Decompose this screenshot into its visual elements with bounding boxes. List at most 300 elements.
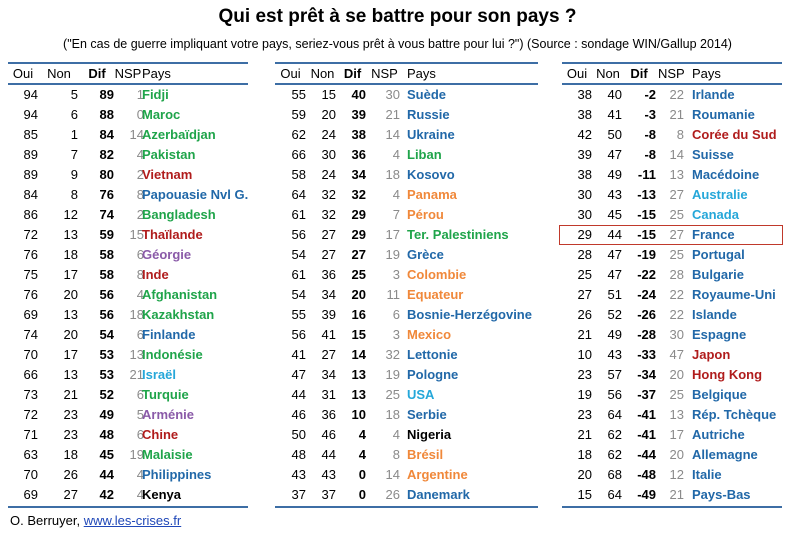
- cell-oui: 62: [291, 127, 306, 142]
- cell-dif: -11: [637, 167, 656, 182]
- cell-dif: -26: [637, 307, 656, 322]
- country-name: Kenya: [142, 487, 182, 502]
- cell-oui: 69: [23, 487, 38, 502]
- cell-nsp: 30: [669, 327, 684, 342]
- country-name: Bangladesh: [142, 207, 216, 222]
- column-header-non: Non: [596, 66, 620, 81]
- cell-non: 13: [63, 367, 78, 382]
- country-name: Roumanie: [692, 107, 755, 122]
- cell-non: 12: [63, 207, 78, 222]
- column-header-dif: Dif: [88, 66, 106, 81]
- cell-oui: 28: [577, 247, 592, 262]
- country-name: Allemagne: [692, 447, 758, 462]
- column-header-oui: Oui: [280, 66, 301, 81]
- table-bottom-rule: [8, 506, 248, 508]
- cell-oui: 84: [23, 187, 38, 202]
- cell-non: 32: [321, 187, 336, 202]
- page-title: Qui est prêt à se battre pour son pays ?: [218, 6, 577, 27]
- cell-oui: 27: [577, 287, 592, 302]
- cell-non: 56: [607, 387, 622, 402]
- column-header-non: Non: [310, 66, 335, 81]
- cell-non: 27: [321, 247, 336, 262]
- country-name: Nigeria: [407, 427, 452, 442]
- country-name: Ukraine: [407, 127, 455, 142]
- country-name: Islande: [692, 307, 737, 322]
- column-header-dif: Dif: [630, 66, 648, 81]
- column-header-pays: Pays: [407, 66, 436, 81]
- country-name: Fidji: [142, 87, 169, 102]
- cell-non: 21: [63, 387, 78, 402]
- cell-oui: 48: [291, 447, 306, 462]
- column-header-non: Non: [47, 66, 71, 81]
- cell-non: 39: [321, 307, 336, 322]
- country-name: Belgique: [692, 387, 747, 402]
- cell-non: 13: [63, 227, 78, 242]
- country-name: Canada: [692, 207, 739, 222]
- country-name: Macédoine: [692, 167, 760, 182]
- cell-non: 24: [321, 127, 336, 142]
- cell-nsp: 13: [669, 167, 684, 182]
- column-header-nsp: NSP: [658, 66, 685, 81]
- cell-dif: -15: [637, 227, 656, 242]
- cell-dif: 74: [99, 207, 114, 222]
- cell-non: 5: [70, 87, 78, 102]
- country-name: Inde: [142, 267, 169, 282]
- cell-dif: 38: [351, 127, 366, 142]
- cell-non: 44: [321, 447, 336, 462]
- cell-non: 37: [321, 487, 336, 502]
- cell-oui: 54: [291, 247, 306, 262]
- country-name: Suisse: [692, 147, 734, 162]
- cell-oui: 89: [23, 147, 38, 162]
- cell-nsp: 18: [385, 167, 400, 182]
- cell-dif: -13: [637, 187, 656, 202]
- country-name: Vietnam: [142, 167, 193, 182]
- cell-nsp: 30: [385, 87, 400, 102]
- table-panel-3: [562, 62, 782, 512]
- cell-nsp: 5: [136, 407, 144, 422]
- country-name: Lettonie: [407, 347, 458, 362]
- cell-dif: 45: [99, 447, 114, 462]
- cell-oui: 70: [23, 467, 38, 482]
- cell-nsp: 19: [385, 367, 400, 382]
- cell-dif: 20: [351, 287, 366, 302]
- cell-non: 17: [63, 347, 78, 362]
- cell-oui: 86: [23, 207, 38, 222]
- cell-dif: 89: [99, 87, 114, 102]
- country-name: Danemark: [407, 487, 470, 502]
- cell-non: 20: [63, 287, 78, 302]
- cell-nsp: 13: [129, 347, 144, 362]
- cell-dif: -28: [637, 327, 656, 342]
- cell-non: 68: [607, 467, 622, 482]
- country-name: Kazakhstan: [142, 307, 215, 322]
- cell-dif: 80: [99, 167, 114, 182]
- cell-oui: 30: [577, 187, 592, 202]
- cell-oui: 72: [23, 227, 38, 242]
- cell-dif: 58: [99, 267, 114, 282]
- cell-non: 18: [63, 447, 78, 462]
- country-name: Panama: [407, 187, 457, 202]
- cell-oui: 94: [23, 87, 38, 102]
- cell-non: 36: [321, 407, 336, 422]
- cell-dif: 4: [358, 447, 366, 462]
- cell-oui: 30: [577, 207, 592, 222]
- table-panel-2: [275, 62, 538, 512]
- cell-oui: 26: [577, 307, 592, 322]
- cell-nsp: 6: [392, 307, 400, 322]
- country-name: Equateur: [407, 287, 464, 302]
- country-name: Malaisie: [142, 447, 193, 462]
- cell-dif: 25: [351, 267, 366, 282]
- country-name: Hong Kong: [692, 367, 763, 382]
- cell-oui: 50: [291, 427, 306, 442]
- cell-nsp: 26: [385, 487, 400, 502]
- country-name: Azerbaïdjan: [142, 127, 216, 142]
- cell-nsp: 4: [392, 147, 400, 162]
- cell-oui: 10: [577, 347, 592, 362]
- cell-nsp: 3: [392, 327, 400, 342]
- cell-non: 20: [321, 107, 336, 122]
- country-name: Philippines: [142, 467, 212, 482]
- cell-non: 47: [607, 147, 622, 162]
- country-name: Corée du Sud: [692, 127, 777, 142]
- cell-dif: 10: [351, 407, 366, 422]
- cell-non: 47: [607, 247, 622, 262]
- cell-oui: 64: [291, 187, 306, 202]
- cell-nsp: 8: [676, 127, 684, 142]
- cell-oui: 74: [23, 327, 38, 342]
- cell-nsp: 4: [136, 467, 144, 482]
- cell-non: 62: [607, 427, 622, 442]
- country-name: Pakistan: [142, 147, 196, 162]
- cell-nsp: 11: [386, 287, 400, 302]
- country-name: Pologne: [407, 367, 459, 382]
- cell-oui: 73: [23, 387, 38, 402]
- cell-oui: 19: [577, 387, 592, 402]
- cell-oui: 76: [23, 287, 38, 302]
- column-header-pays: Pays: [692, 66, 721, 81]
- country-name: Espagne: [692, 327, 747, 342]
- cell-oui: 44: [291, 387, 306, 402]
- page-subtitle: ("En cas de guerre impliquant votre pays, seriez-vous prêt à vous battre pour lui ?") (Source : sondage WIN/Gallup 2014): [63, 37, 732, 51]
- footer-author: O. Berruyer,: [10, 513, 84, 528]
- country-name: Irlande: [692, 87, 735, 102]
- cell-dif: 52: [99, 387, 114, 402]
- cell-dif: 48: [99, 427, 114, 442]
- cell-dif: 4: [358, 427, 366, 442]
- cell-dif: 34: [351, 167, 366, 182]
- country-name: USA: [407, 387, 435, 402]
- country-name: Mexico: [407, 327, 452, 342]
- country-name: Afghanistan: [142, 287, 218, 302]
- cell-dif: 13: [351, 387, 366, 402]
- cell-oui: 15: [577, 487, 592, 502]
- cell-dif: -8: [644, 147, 656, 162]
- cell-non: 49: [607, 167, 622, 182]
- cell-nsp: 3: [392, 267, 400, 282]
- cell-non: 34: [321, 367, 336, 382]
- country-name: Israël: [142, 367, 176, 382]
- cell-non: 34: [321, 287, 336, 302]
- cell-dif: 27: [351, 247, 366, 262]
- cell-non: 27: [321, 227, 336, 242]
- cell-dif: 36: [351, 147, 366, 162]
- cell-non: 15: [321, 87, 336, 102]
- cell-nsp: 6: [136, 387, 144, 402]
- cell-dif: 16: [351, 307, 366, 322]
- cell-oui: 38: [577, 167, 592, 182]
- cell-non: 44: [607, 227, 622, 242]
- cell-dif: 84: [99, 127, 114, 142]
- cell-nsp: 32: [385, 347, 400, 362]
- cell-non: 23: [63, 407, 78, 422]
- cell-non: 41: [607, 107, 622, 122]
- cell-nsp: 4: [392, 427, 400, 442]
- cell-dif: -41: [637, 427, 656, 442]
- country-name: Liban: [407, 147, 442, 162]
- cell-non: 31: [321, 387, 336, 402]
- cell-oui: 85: [23, 127, 38, 142]
- cell-oui: 71: [23, 427, 38, 442]
- cell-nsp: 22: [669, 87, 684, 102]
- table-bottom-rule: [562, 506, 782, 508]
- country-name: Portugal: [692, 247, 745, 262]
- cell-nsp: 25: [669, 247, 684, 262]
- cell-non: 13: [63, 307, 78, 322]
- cell-dif: -3: [644, 107, 656, 122]
- cell-oui: 61: [291, 207, 306, 222]
- footer: [10, 513, 181, 528]
- column-header-nsp: NSP: [371, 66, 398, 81]
- country-name: Royaume-Uni: [692, 287, 776, 302]
- cell-oui: 66: [291, 147, 306, 162]
- country-name: Argentine: [407, 467, 468, 482]
- cell-dif: 42: [99, 487, 114, 502]
- cell-dif: -8: [644, 127, 656, 142]
- cell-nsp: 18: [129, 307, 144, 322]
- cell-dif: -19: [637, 247, 656, 262]
- cell-dif: 0: [358, 487, 366, 502]
- cell-oui: 54: [291, 287, 306, 302]
- cell-oui: 59: [291, 107, 306, 122]
- cell-dif: 13: [351, 367, 366, 382]
- cell-oui: 29: [577, 227, 592, 242]
- cell-non: 1: [70, 127, 78, 142]
- cell-nsp: 21: [129, 367, 144, 382]
- cell-non: 7: [70, 147, 78, 162]
- cell-nsp: 13: [669, 407, 684, 422]
- country-name: Russie: [407, 107, 450, 122]
- cell-nsp: 8: [136, 187, 144, 202]
- cell-oui: 23: [577, 367, 592, 382]
- footer-link[interactable]: www.les-crises.fr: [83, 513, 182, 528]
- cell-non: 26: [63, 467, 78, 482]
- cell-nsp: 4: [136, 487, 144, 502]
- cell-dif: 56: [99, 287, 114, 302]
- cell-oui: 43: [291, 467, 306, 482]
- cell-oui: 61: [291, 267, 306, 282]
- cell-nsp: 17: [669, 427, 684, 442]
- country-name: Suède: [407, 87, 447, 102]
- cell-non: 36: [321, 267, 336, 282]
- cell-non: 20: [63, 327, 78, 342]
- cell-nsp: 22: [669, 307, 684, 322]
- cell-dif: 53: [99, 347, 114, 362]
- cell-dif: 82: [99, 147, 114, 162]
- cell-non: 27: [321, 347, 336, 362]
- cell-oui: 66: [23, 367, 38, 382]
- country-name: Grèce: [407, 247, 444, 262]
- cell-non: 62: [607, 447, 622, 462]
- country-name: Colombie: [407, 267, 467, 282]
- cell-dif: -37: [637, 387, 656, 402]
- cell-oui: 56: [291, 327, 306, 342]
- cell-non: 24: [321, 167, 336, 182]
- cell-dif: -24: [637, 287, 656, 302]
- cell-oui: 72: [23, 407, 38, 422]
- cell-nsp: 15: [129, 227, 144, 242]
- cell-nsp: 12: [669, 467, 684, 482]
- cell-nsp: 27: [669, 227, 684, 242]
- cell-nsp: 6: [136, 327, 144, 342]
- cell-dif: 29: [351, 207, 366, 222]
- cell-non: 51: [607, 287, 622, 302]
- cell-nsp: 1: [136, 87, 144, 102]
- cell-nsp: 22: [669, 287, 684, 302]
- cell-oui: 21: [577, 427, 592, 442]
- cell-oui: 47: [291, 367, 306, 382]
- country-name: Australie: [692, 187, 748, 202]
- cell-dif: -2: [644, 87, 656, 102]
- cell-nsp: 2: [136, 167, 144, 182]
- cell-nsp: 19: [385, 247, 400, 262]
- country-name: Italie: [692, 467, 722, 482]
- cell-nsp: 2: [136, 207, 144, 222]
- cell-nsp: 19: [129, 447, 144, 462]
- cell-non: 32: [321, 207, 336, 222]
- cell-oui: 69: [23, 307, 38, 322]
- country-name: Finlande: [142, 327, 196, 342]
- cell-nsp: 14: [129, 127, 144, 142]
- cell-oui: 38: [577, 107, 592, 122]
- cell-non: 50: [607, 127, 622, 142]
- cell-nsp: 6: [136, 427, 144, 442]
- cell-oui: 39: [577, 147, 592, 162]
- cell-dif: 44: [99, 467, 114, 482]
- cell-non: 43: [607, 347, 622, 362]
- cell-non: 8: [70, 187, 78, 202]
- cell-non: 64: [607, 407, 622, 422]
- country-name: Chine: [142, 427, 179, 442]
- cell-oui: 75: [23, 267, 38, 282]
- country-name: France: [692, 227, 735, 242]
- country-name: Papouasie Nvl G.: [142, 187, 249, 202]
- cell-oui: 55: [291, 87, 306, 102]
- cell-dif: 59: [99, 227, 114, 242]
- cell-nsp: 27: [669, 187, 684, 202]
- country-name: Serbie: [407, 407, 447, 422]
- cell-non: 17: [63, 267, 78, 282]
- country-name: Rép. Tchèque: [692, 407, 777, 422]
- cell-non: 47: [607, 267, 622, 282]
- cell-oui: 41: [291, 347, 306, 362]
- cell-dif: -33: [637, 347, 656, 362]
- country-name: Pérou: [407, 207, 444, 222]
- country-name: Bosnie-Herzégovine: [407, 307, 532, 322]
- country-name: Brésil: [407, 447, 444, 462]
- cell-non: 43: [321, 467, 336, 482]
- cell-oui: 46: [291, 407, 306, 422]
- cell-dif: 14: [351, 347, 366, 362]
- cell-dif: -49: [637, 487, 656, 502]
- cell-non: 9: [70, 167, 78, 182]
- cell-non: 30: [321, 147, 336, 162]
- cell-nsp: 14: [385, 467, 400, 482]
- cell-oui: 58: [291, 167, 306, 182]
- cell-dif: -15: [637, 207, 656, 222]
- country-name: Géorgie: [142, 247, 192, 262]
- cell-non: 43: [607, 187, 622, 202]
- cell-nsp: 8: [392, 447, 400, 462]
- cell-non: 57: [607, 367, 622, 382]
- cell-oui: 89: [23, 167, 38, 182]
- cell-dif: 76: [99, 187, 114, 202]
- cell-dif: -22: [637, 267, 656, 282]
- cell-dif: -48: [637, 467, 656, 482]
- cell-nsp: 7: [392, 207, 400, 222]
- cell-oui: 76: [23, 247, 38, 262]
- cell-oui: 55: [291, 307, 306, 322]
- cell-non: 41: [321, 327, 336, 342]
- cell-non: 23: [63, 427, 78, 442]
- cell-nsp: 21: [385, 107, 400, 122]
- cell-dif: 29: [351, 227, 366, 242]
- cell-dif: 40: [351, 87, 366, 102]
- cell-non: 49: [607, 327, 622, 342]
- column-header-oui: Oui: [12, 66, 34, 81]
- cell-nsp: 25: [669, 387, 684, 402]
- cell-nsp: 25: [385, 387, 400, 402]
- cell-dif: 32: [351, 187, 366, 202]
- cell-nsp: 21: [669, 487, 684, 502]
- cell-dif: 0: [358, 467, 366, 482]
- country-name: Bulgarie: [692, 267, 745, 282]
- country-name: Kosovo: [407, 167, 455, 182]
- cell-oui: 42: [577, 127, 592, 142]
- cell-non: 18: [63, 247, 78, 262]
- cell-dif: 54: [99, 327, 114, 342]
- cell-non: 46: [321, 427, 336, 442]
- cell-nsp: 6: [136, 247, 144, 262]
- cell-non: 40: [607, 87, 622, 102]
- cell-non: 27: [63, 487, 78, 502]
- country-name: Japon: [692, 347, 731, 362]
- cell-oui: 37: [291, 487, 306, 502]
- cell-dif: -34: [637, 367, 656, 382]
- country-name: Thaïlande: [142, 227, 203, 242]
- cell-non: 64: [607, 487, 622, 502]
- cell-oui: 94: [23, 107, 38, 122]
- cell-nsp: 14: [385, 127, 400, 142]
- column-header-dif: Dif: [343, 66, 362, 81]
- cell-dif: 53: [99, 367, 114, 382]
- cell-nsp: 18: [385, 407, 400, 422]
- cell-nsp: 25: [669, 207, 684, 222]
- country-name: Ter. Palestiniens: [407, 227, 509, 242]
- cell-non: 6: [70, 107, 78, 122]
- cell-nsp: 20: [669, 447, 684, 462]
